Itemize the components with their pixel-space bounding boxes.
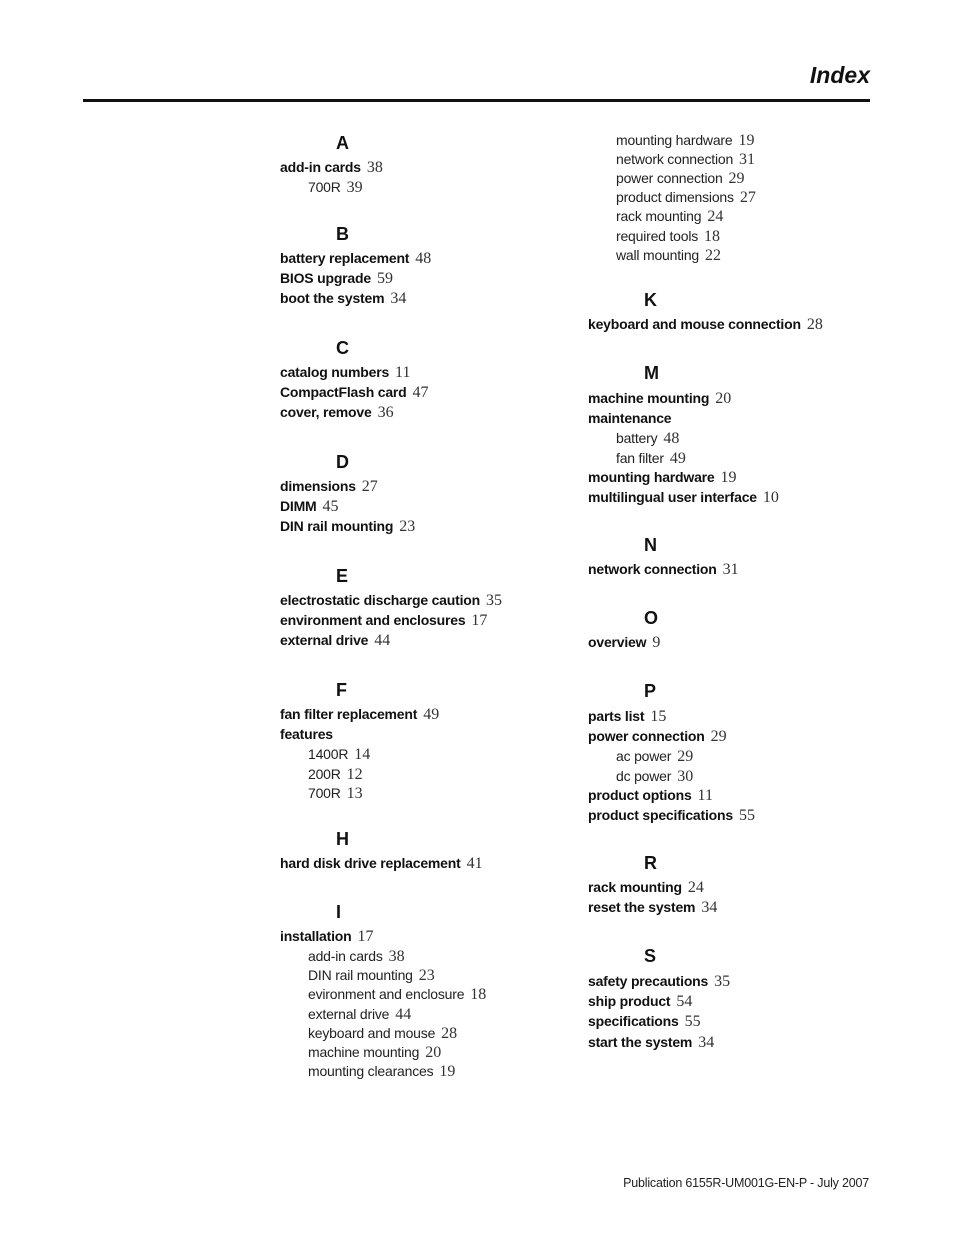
index-page-number[interactable]: 44 [374, 632, 391, 650]
index-subentry [308, 985, 486, 1004]
index-entry [588, 1033, 714, 1052]
index-term: wall mounting [616, 246, 699, 263]
index-entry [588, 992, 692, 1011]
index-term: start the system [588, 1033, 693, 1050]
index-page-number[interactable]: 11 [697, 786, 713, 804]
index-term: ac power [616, 748, 672, 765]
index-page-number[interactable]: 17 [471, 612, 488, 630]
index-page-number[interactable]: 11 [395, 364, 411, 381]
index-letter-heading: H [336, 829, 349, 849]
index-subentry [616, 246, 721, 265]
index-page-number[interactable]: 39 [346, 179, 363, 197]
index-page-number[interactable]: 29 [677, 748, 694, 766]
index-page-number[interactable]: 28 [806, 316, 823, 333]
index-entry [280, 269, 393, 288]
index-entry [280, 927, 374, 946]
index-page-number[interactable]: 30 [677, 767, 694, 785]
header-rule [83, 99, 870, 102]
index-term: fan filter replacement [280, 706, 418, 722]
index-entry [588, 1012, 701, 1031]
index-page-number[interactable]: 22 [705, 246, 721, 264]
index-page-number[interactable]: 12 [346, 765, 363, 783]
index-term: mounting hardware [616, 132, 733, 148]
index-page-number[interactable]: 44 [395, 1005, 412, 1023]
index-page-number[interactable]: 18 [470, 986, 487, 1004]
index-term: mounting clearances [308, 1062, 434, 1079]
index-letter-heading: S [644, 946, 657, 966]
index-entry [588, 409, 671, 428]
index-term: mounting hardware [588, 468, 715, 485]
index-term: safety precautions [588, 973, 709, 989]
index-term: DIMM [280, 498, 317, 515]
index-entry [280, 363, 410, 382]
index-subentry [308, 1024, 457, 1043]
index-term: catalog numbers [280, 364, 390, 380]
index-letter-heading: P [644, 681, 657, 701]
index-page-number[interactable]: 28 [441, 1024, 458, 1042]
index-term: keyboard and mouse [308, 1024, 436, 1041]
index-entry [588, 898, 717, 917]
index-term: 700R [308, 179, 341, 196]
index-subentry [308, 745, 370, 764]
index-page-number[interactable]: 27 [739, 189, 756, 207]
index-subentry [616, 227, 720, 246]
index-subentry [308, 966, 435, 985]
index-term: machine mounting [308, 1043, 420, 1060]
index-letter-heading: D [336, 452, 349, 472]
index-letter-heading: B [336, 224, 349, 244]
publication-footer: Publication 6155R-UM001G-EN-P - July 2007 [623, 1176, 869, 1190]
index-letter-heading: F [336, 680, 347, 700]
index-subentry [308, 947, 405, 966]
index-entry [588, 488, 779, 507]
index-page-number[interactable]: 55 [684, 1013, 701, 1031]
index-term: dc power [616, 767, 672, 784]
index-term: environment and enclosures [280, 612, 466, 629]
index-page-number[interactable]: 35 [485, 592, 502, 609]
index-subentry [616, 767, 693, 786]
index-subentry [616, 169, 745, 188]
index-letter-heading: C [336, 338, 349, 358]
index-entry [588, 707, 666, 726]
index-subentry [616, 207, 723, 226]
index-term: required tools [616, 227, 699, 244]
index-page-number[interactable]: 31 [722, 561, 739, 578]
index-entry [280, 477, 378, 496]
index-entry [280, 854, 483, 873]
index-entry [280, 383, 429, 402]
index-term: hard disk drive replacement [280, 855, 461, 871]
index-term: 700R [308, 784, 341, 801]
index-page-number[interactable]: 34 [390, 290, 407, 308]
index-page-number[interactable]: 38 [388, 948, 405, 966]
index-subentry [616, 150, 755, 169]
index-entry [280, 497, 339, 516]
index-letter-heading: K [644, 290, 657, 310]
index-entry [280, 403, 394, 422]
index-term: BIOS upgrade [280, 270, 371, 287]
index-entry [280, 631, 390, 650]
index-letter-heading: I [336, 902, 342, 922]
index-page-number[interactable]: 48 [415, 250, 432, 267]
index-page-number[interactable]: 41 [466, 855, 483, 872]
index-term: specifications [588, 1013, 679, 1030]
index-page-number[interactable]: 47 [412, 384, 429, 402]
index-subentry [308, 784, 363, 803]
index-letter-heading: E [336, 566, 349, 586]
index-page-number[interactable]: 24 [687, 879, 704, 896]
index-subentry [616, 747, 693, 766]
index-entry [588, 786, 713, 805]
index-subentry [616, 429, 679, 448]
index-term: dimensions [280, 478, 356, 494]
index-page-number[interactable]: 10 [762, 488, 779, 506]
index-subentry [308, 765, 363, 784]
index-page-number[interactable]: 20 [425, 1043, 442, 1061]
index-entry [588, 878, 704, 897]
index-term: parts list [588, 708, 645, 724]
index-subentry [308, 1005, 411, 1024]
index-page-number[interactable]: 36 [377, 404, 394, 422]
index-term: product dimensions [616, 189, 734, 206]
index-page-number[interactable]: 17 [357, 928, 374, 945]
index-page-number[interactable]: 35 [714, 973, 731, 990]
index-page-number[interactable]: 54 [676, 993, 693, 1011]
index-term: add-in cards [308, 948, 383, 965]
index-term: rack mounting [616, 208, 702, 225]
index-term: DIN rail mounting [308, 967, 413, 984]
index-term: battery replacement [280, 250, 410, 266]
index-term: cover, remove [280, 404, 372, 421]
index-page-number[interactable]: 31 [739, 151, 756, 169]
index-page-number[interactable]: 23 [418, 967, 435, 985]
index-term: product specifications [588, 806, 733, 823]
index-term: machine mounting [588, 390, 710, 406]
index-term: fan filter [616, 449, 664, 466]
index-term: boot the system [280, 290, 385, 307]
index-subentry [308, 1062, 455, 1081]
index-page-number[interactable]: 20 [715, 390, 732, 407]
index-entry [280, 611, 487, 630]
index-page-number[interactable]: 55 [738, 806, 755, 824]
index-subentry [308, 1043, 441, 1062]
index-entry [280, 158, 383, 177]
index-page-number[interactable]: 19 [720, 468, 737, 486]
index-page-number[interactable]: 29 [710, 728, 727, 746]
index-term: ship product [588, 993, 671, 1010]
index-page-number[interactable]: 34 [698, 1033, 715, 1051]
index-term: multilingual user interface [588, 488, 757, 505]
index-page-number[interactable]: 29 [728, 170, 745, 188]
index-term: battery [616, 430, 658, 447]
index-letter-heading: A [336, 133, 349, 153]
index-page-number[interactable]: 24 [707, 208, 724, 226]
index-page-number[interactable]: 49 [423, 706, 440, 723]
index-page-number[interactable]: 14 [354, 746, 371, 764]
index-term: DIN rail mounting [280, 518, 394, 535]
index-page-number[interactable]: 13 [346, 784, 363, 802]
index-entry [280, 725, 333, 744]
index-page-number[interactable]: 23 [399, 518, 416, 536]
index-entry [280, 517, 415, 536]
index-term: network connection [588, 561, 717, 577]
index-page-number[interactable]: 18 [704, 227, 721, 245]
index-entry [280, 289, 406, 308]
index-page-number[interactable]: 15 [650, 708, 667, 725]
index-term: product options [588, 786, 692, 803]
index-letter-heading: N [644, 535, 657, 555]
index-entry [588, 727, 727, 746]
index-subentry [308, 178, 363, 197]
index-page-number[interactable]: 34 [701, 899, 718, 917]
index-letter-heading: O [644, 608, 659, 628]
index-page-number[interactable]: 27 [361, 478, 378, 495]
index-term: electrostatic discharge caution [280, 592, 480, 608]
index-subentry [616, 188, 756, 207]
index-term: external drive [280, 632, 369, 649]
index-term: 1400R [308, 746, 349, 763]
index-entry [588, 389, 731, 408]
index-term: CompactFlash card [280, 384, 407, 401]
index-entry [280, 705, 439, 724]
index-subentry [616, 449, 686, 468]
index-term: installation [280, 928, 352, 944]
index-entry [588, 560, 739, 579]
index-entry [588, 468, 737, 487]
index-entry [588, 972, 730, 991]
index-entry [280, 591, 502, 610]
index-term: overview [588, 634, 647, 650]
index-page-number[interactable]: 45 [322, 498, 339, 516]
index-entry [588, 806, 755, 825]
index-entry [588, 633, 660, 652]
index-page-number[interactable]: 9 [652, 634, 661, 651]
index-term: maintenance [588, 410, 672, 427]
index-term: power connection [616, 170, 723, 187]
index-page-number[interactable]: 49 [669, 449, 686, 467]
index-page-number[interactable]: 38 [366, 159, 383, 176]
index-term: 200R [308, 765, 341, 782]
index-term: reset the system [588, 899, 696, 916]
index-term: keyboard and mouse connection [588, 316, 801, 332]
index-term: power connection [588, 728, 705, 745]
index-term: external drive [308, 1005, 390, 1022]
index-term: rack mounting [588, 879, 682, 895]
index-letter-heading: M [644, 363, 659, 383]
index-page-number[interactable]: 59 [376, 270, 393, 288]
index-letter-heading: R [644, 853, 657, 873]
index-page-number[interactable]: 19 [738, 132, 755, 149]
index-term: add-in cards [280, 159, 361, 175]
index-entry [280, 249, 431, 268]
index-term: network connection [616, 151, 734, 168]
index-term: features [280, 726, 333, 743]
index-page-number[interactable]: 19 [439, 1062, 456, 1080]
index-subentry [616, 131, 754, 150]
page-title: Index [809, 62, 870, 88]
index-entry [588, 315, 823, 334]
index-page-number[interactable]: 48 [663, 430, 680, 448]
index-term: evironment and enclosure [308, 986, 465, 1003]
